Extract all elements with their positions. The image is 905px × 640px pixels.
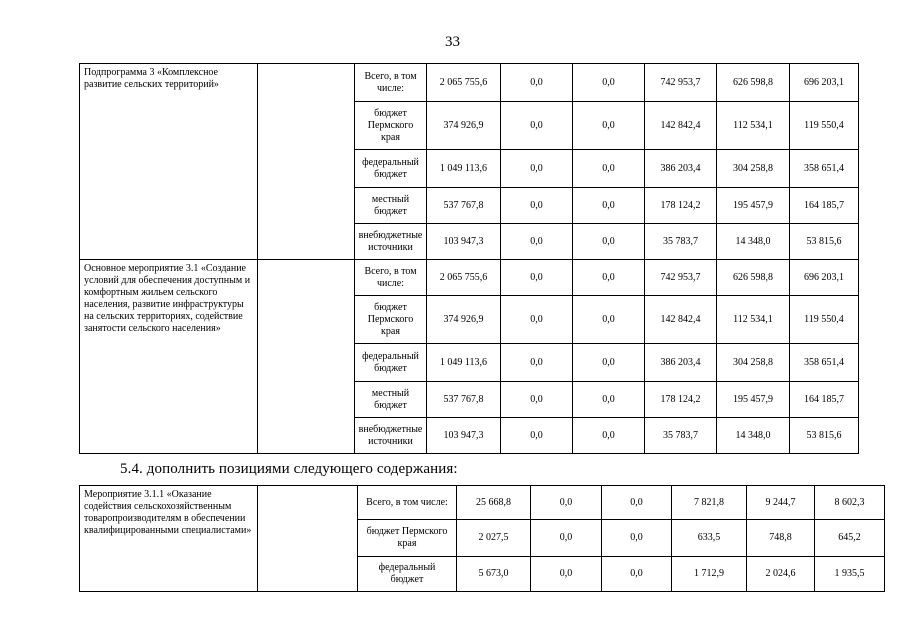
value-cell: 0,0 xyxy=(501,150,573,188)
value-cell: 358 651,4 xyxy=(790,150,859,188)
value-cell: 142 842,4 xyxy=(645,102,717,150)
value-cell: 374 926,9 xyxy=(427,102,501,150)
value-cell: 0,0 xyxy=(501,296,573,344)
budget-table-2 xyxy=(79,485,885,592)
funding-source: Всего, в том числе: xyxy=(358,486,457,520)
value-cell: 0,0 xyxy=(531,486,602,520)
activity-description: Основное мероприятие 3.1 «Создание условий для обеспечения доступным и комфортным жильем сельского населения, развитие инфраструктуры на сельских территориях, содействие занятости сельского населения» xyxy=(80,260,258,454)
value-cell: 2 027,5 xyxy=(457,520,531,557)
value-cell: 0,0 xyxy=(573,382,645,418)
value-cell: 1 049 113,6 xyxy=(427,150,501,188)
funding-source: федеральный бюджет xyxy=(355,344,427,382)
table-row xyxy=(80,64,859,102)
value-cell: 0,0 xyxy=(501,344,573,382)
value-cell: 696 203,1 xyxy=(790,64,859,102)
value-cell: 25 668,8 xyxy=(457,486,531,520)
value-cell: 178 124,2 xyxy=(645,382,717,418)
value-cell: 0,0 xyxy=(573,418,645,454)
funding-source: внебюджетные источники xyxy=(355,224,427,260)
value-cell: 537 767,8 xyxy=(427,382,501,418)
value-cell: 9 244,7 xyxy=(747,486,815,520)
value-cell: 2 065 755,6 xyxy=(427,260,501,296)
value-cell: 742 953,7 xyxy=(645,64,717,102)
value-cell: 0,0 xyxy=(501,64,573,102)
value-cell: 103 947,3 xyxy=(427,224,501,260)
budget-table-1 xyxy=(79,63,859,454)
value-cell: 2 024,6 xyxy=(747,557,815,592)
value-cell: 112 534,1 xyxy=(717,102,790,150)
funding-source: местный бюджет xyxy=(355,188,427,224)
value-cell: 7 821,8 xyxy=(672,486,747,520)
value-cell: 537 767,8 xyxy=(427,188,501,224)
value-cell: 0,0 xyxy=(573,344,645,382)
value-cell: 195 457,9 xyxy=(717,188,790,224)
funding-source: местный бюджет xyxy=(355,382,427,418)
page-number: 33 xyxy=(445,34,460,50)
section-heading: 5.4. дополнить позициями следующего содержания: xyxy=(120,461,458,477)
value-cell: 2 065 755,6 xyxy=(427,64,501,102)
value-cell: 358 651,4 xyxy=(790,344,859,382)
value-cell: 0,0 xyxy=(501,224,573,260)
value-cell: 0,0 xyxy=(573,64,645,102)
value-cell: 0,0 xyxy=(501,382,573,418)
blank-cell xyxy=(258,64,355,260)
value-cell: 0,0 xyxy=(573,296,645,344)
activity-description: Мероприятие 3.1.1 «Оказание содействия сельскохозяйственным товаропроизводителям в обеспечении квалифицированными специалистами» xyxy=(80,486,258,592)
value-cell: 8 602,3 xyxy=(815,486,885,520)
value-cell: 1 712,9 xyxy=(672,557,747,592)
value-cell: 0,0 xyxy=(602,486,672,520)
value-cell: 195 457,9 xyxy=(717,382,790,418)
value-cell: 5 673,0 xyxy=(457,557,531,592)
value-cell: 35 783,7 xyxy=(645,224,717,260)
funding-source: Всего, в том числе: xyxy=(355,260,427,296)
value-cell: 0,0 xyxy=(602,557,672,592)
value-cell: 178 124,2 xyxy=(645,188,717,224)
value-cell: 645,2 xyxy=(815,520,885,557)
value-cell: 633,5 xyxy=(672,520,747,557)
value-cell: 119 550,4 xyxy=(790,102,859,150)
value-cell: 0,0 xyxy=(573,150,645,188)
value-cell: 1 935,5 xyxy=(815,557,885,592)
value-cell: 0,0 xyxy=(501,102,573,150)
value-cell: 142 842,4 xyxy=(645,296,717,344)
value-cell: 53 815,6 xyxy=(790,418,859,454)
value-cell: 0,0 xyxy=(602,520,672,557)
value-cell: 0,0 xyxy=(573,224,645,260)
value-cell: 386 203,4 xyxy=(645,150,717,188)
funding-source: федеральный бюджет xyxy=(358,557,457,592)
value-cell: 696 203,1 xyxy=(790,260,859,296)
value-cell: 119 550,4 xyxy=(790,296,859,344)
value-cell: 0,0 xyxy=(573,102,645,150)
value-cell: 304 258,8 xyxy=(717,344,790,382)
table-row xyxy=(80,486,885,520)
funding-source: внебюджетные источники xyxy=(355,418,427,454)
value-cell: 0,0 xyxy=(501,188,573,224)
funding-source: бюджет Пермского края xyxy=(358,520,457,557)
funding-source: федеральный бюджет xyxy=(355,150,427,188)
blank-cell xyxy=(258,260,355,454)
value-cell: 374 926,9 xyxy=(427,296,501,344)
value-cell: 1 049 113,6 xyxy=(427,344,501,382)
value-cell: 626 598,8 xyxy=(717,260,790,296)
value-cell: 742 953,7 xyxy=(645,260,717,296)
funding-source: бюджет Пермского края xyxy=(355,296,427,344)
blank-cell xyxy=(258,486,358,592)
value-cell: 164 185,7 xyxy=(790,188,859,224)
value-cell: 748,8 xyxy=(747,520,815,557)
value-cell: 103 947,3 xyxy=(427,418,501,454)
value-cell: 626 598,8 xyxy=(717,64,790,102)
value-cell: 0,0 xyxy=(573,188,645,224)
value-cell: 0,0 xyxy=(573,260,645,296)
value-cell: 164 185,7 xyxy=(790,382,859,418)
value-cell: 53 815,6 xyxy=(790,224,859,260)
funding-source: бюджет Пермского края xyxy=(355,102,427,150)
program-description: Подпрограмма 3 «Комплексное развитие сельских территорий» xyxy=(80,64,258,260)
value-cell: 0,0 xyxy=(501,418,573,454)
table-row xyxy=(80,260,859,296)
value-cell: 386 203,4 xyxy=(645,344,717,382)
value-cell: 35 783,7 xyxy=(645,418,717,454)
value-cell: 0,0 xyxy=(531,557,602,592)
value-cell: 14 348,0 xyxy=(717,224,790,260)
value-cell: 0,0 xyxy=(531,520,602,557)
value-cell: 304 258,8 xyxy=(717,150,790,188)
value-cell: 14 348,0 xyxy=(717,418,790,454)
funding-source: Всего, в том числе: xyxy=(355,64,427,102)
value-cell: 0,0 xyxy=(501,260,573,296)
value-cell: 112 534,1 xyxy=(717,296,790,344)
